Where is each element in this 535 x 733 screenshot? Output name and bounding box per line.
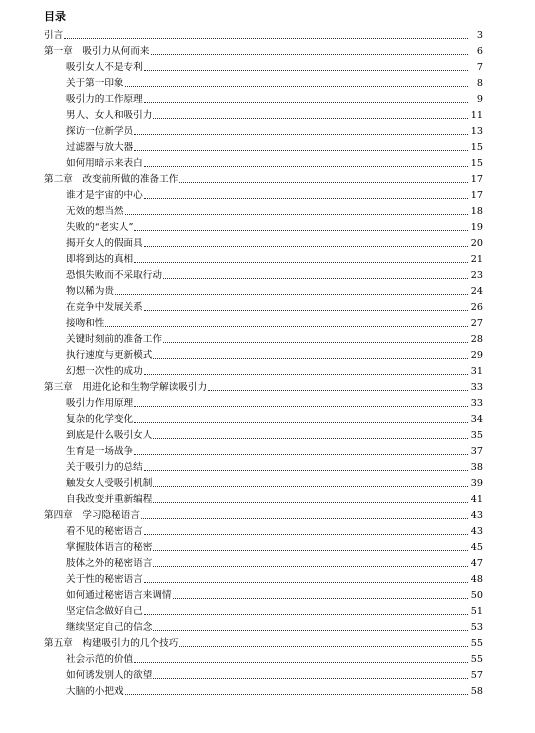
toc-page-number: 13 bbox=[470, 126, 483, 137]
toc-page-number: 55 bbox=[470, 654, 483, 665]
toc-entry-label: 执行速度与更新模式 bbox=[66, 350, 153, 361]
toc-entry-label: 揭开女人的假面具 bbox=[66, 238, 143, 249]
dot-leader bbox=[151, 54, 468, 55]
toc-section-entry[interactable] bbox=[0, 362, 535, 378]
toc-page-number: 24 bbox=[470, 286, 483, 297]
dot-leader bbox=[115, 294, 468, 295]
toc-page-number: 45 bbox=[470, 542, 483, 553]
toc-entry-label: 恐惧失败而不采取行动 bbox=[66, 270, 162, 281]
toc-page-number: 27 bbox=[470, 318, 483, 329]
dot-leader bbox=[144, 470, 468, 471]
toc-page-number: 39 bbox=[470, 478, 483, 489]
dot-leader bbox=[64, 38, 468, 39]
toc-section-entry[interactable] bbox=[0, 218, 535, 234]
dot-leader bbox=[144, 374, 468, 375]
toc-entry-label: 第一章 吸引力从何而来 bbox=[44, 46, 150, 57]
dot-leader bbox=[134, 662, 468, 663]
toc-entry-label: 即将到达的真相 bbox=[66, 254, 134, 265]
toc-entry-label: 吸引力作用原理 bbox=[66, 398, 134, 409]
toc-section-entry[interactable] bbox=[0, 90, 535, 106]
toc-entry-label: 第四章 学习隐秘语言 bbox=[44, 510, 140, 521]
toc-page-number: 26 bbox=[470, 302, 483, 313]
toc-entry-label: 第三章 用进化论和生物学解读吸引力 bbox=[44, 382, 208, 393]
dot-leader bbox=[144, 534, 468, 535]
toc-entry-label: 第二章 改变前所做的准备工作 bbox=[44, 174, 179, 185]
toc-page-number: 35 bbox=[470, 430, 483, 441]
toc-chapter-entry[interactable] bbox=[0, 634, 535, 650]
dot-leader bbox=[153, 438, 468, 439]
toc-entry-label: 触发女人受吸引机制 bbox=[66, 478, 153, 489]
toc-page-number: 33 bbox=[470, 398, 483, 409]
toc-section-entry[interactable] bbox=[0, 474, 535, 490]
toc-entry-label: 看不见的秘密语言 bbox=[66, 526, 143, 537]
toc-entry-label: 关于吸引力的总结 bbox=[66, 462, 143, 473]
toc-entry-label: 到底是什么吸引女人 bbox=[66, 430, 153, 441]
toc-page-number: 15 bbox=[470, 158, 483, 169]
toc-entry-label: 谁才是宇宙的中心 bbox=[66, 190, 143, 201]
toc-entry-label: 掌握肢体语言的秘密 bbox=[66, 542, 153, 553]
toc-section-entry[interactable] bbox=[0, 346, 535, 362]
toc-page-number: 8 bbox=[476, 78, 483, 89]
toc-page-number: 34 bbox=[470, 414, 483, 425]
dot-leader bbox=[134, 454, 468, 455]
toc-entry-label: 吸引女人不是专利 bbox=[66, 62, 143, 73]
dot-leader bbox=[163, 342, 468, 343]
toc-page-number: 23 bbox=[470, 270, 483, 281]
toc-page-number: 29 bbox=[470, 350, 483, 361]
toc-entry-label: 关键时刻前的准备工作 bbox=[66, 334, 162, 345]
toc-entry-label: 关于性的秘密语言 bbox=[66, 574, 143, 585]
toc-entry-label: 探访一位新学员 bbox=[66, 126, 134, 137]
dot-leader bbox=[153, 550, 468, 551]
toc-section-entry[interactable] bbox=[0, 682, 535, 698]
toc-page-number: 48 bbox=[470, 574, 483, 585]
toc-entry-label: 复杂的化学变化 bbox=[66, 414, 134, 425]
toc-entry-label: 生育是一场战争 bbox=[66, 446, 134, 457]
toc-page-number: 21 bbox=[470, 254, 483, 265]
dot-leader bbox=[179, 646, 468, 647]
toc-section-entry[interactable] bbox=[0, 618, 535, 634]
toc-section-entry[interactable] bbox=[0, 154, 535, 170]
dot-leader bbox=[144, 582, 468, 583]
toc-section-entry[interactable] bbox=[0, 234, 535, 250]
dot-leader bbox=[134, 150, 468, 151]
toc-page-number: 11 bbox=[470, 110, 483, 121]
dot-leader bbox=[134, 262, 468, 263]
toc-page-number: 38 bbox=[470, 462, 483, 473]
toc-page-number: 37 bbox=[470, 446, 483, 457]
toc-page-number: 7 bbox=[476, 62, 483, 73]
toc-section-entry[interactable] bbox=[0, 426, 535, 442]
dot-leader bbox=[153, 678, 468, 679]
toc-title: 目录 bbox=[44, 10, 66, 23]
dot-leader bbox=[153, 358, 468, 359]
toc-page-number: 19 bbox=[470, 222, 483, 233]
toc-entry-label: 坚定信念做好自己 bbox=[66, 606, 143, 617]
toc-page-number: 31 bbox=[470, 366, 483, 377]
dot-leader bbox=[134, 422, 468, 423]
toc-section-entry[interactable] bbox=[0, 202, 535, 218]
dot-leader bbox=[179, 182, 468, 183]
toc-page-number: 57 bbox=[470, 670, 483, 681]
toc-page-number: 15 bbox=[470, 142, 483, 153]
toc-entry-label: 继续坚定自己的信念 bbox=[66, 622, 153, 633]
dot-leader bbox=[144, 310, 468, 311]
dot-leader bbox=[134, 134, 468, 135]
toc-list bbox=[0, 26, 535, 698]
toc-section-entry[interactable] bbox=[0, 410, 535, 426]
toc-entry-label: 男人、女人和吸引力 bbox=[66, 110, 153, 121]
toc-section-entry[interactable] bbox=[0, 138, 535, 154]
dot-leader bbox=[125, 214, 468, 215]
toc-page-number: 58 bbox=[470, 686, 483, 697]
toc-entry-label: 关于第一印象 bbox=[66, 78, 124, 89]
toc-page-number: 28 bbox=[470, 334, 483, 345]
dot-leader bbox=[144, 246, 468, 247]
toc-entry-label: 引言 bbox=[44, 30, 64, 41]
toc-entry-label: 大脑的小把戏 bbox=[66, 686, 124, 697]
toc-page-number: 41 bbox=[470, 494, 483, 505]
dot-leader bbox=[153, 502, 468, 503]
toc-section-entry[interactable] bbox=[0, 394, 535, 410]
toc-section-entry[interactable] bbox=[0, 522, 535, 538]
toc-section-entry[interactable] bbox=[0, 186, 535, 202]
toc-section-entry[interactable] bbox=[0, 650, 535, 666]
toc-chapter-entry[interactable] bbox=[0, 42, 535, 58]
dot-leader bbox=[144, 166, 468, 167]
toc-entry-label: 过滤器与放大器 bbox=[66, 142, 134, 153]
dot-leader bbox=[153, 486, 468, 487]
toc-page-number: 50 bbox=[470, 590, 483, 601]
toc-page-number: 17 bbox=[470, 190, 483, 201]
toc-section-entry[interactable] bbox=[0, 666, 535, 682]
toc-section-entry[interactable] bbox=[0, 314, 535, 330]
dot-leader bbox=[144, 70, 468, 71]
dot-leader bbox=[125, 86, 468, 87]
dot-leader bbox=[141, 518, 468, 519]
toc-page-number: 51 bbox=[470, 606, 483, 617]
toc-entry-label: 吸引力的工作原理 bbox=[66, 94, 143, 105]
toc-entry-label: 如何用暗示来表白 bbox=[66, 158, 143, 169]
dot-leader bbox=[173, 598, 468, 599]
toc-page-number: 55 bbox=[470, 638, 483, 649]
toc-entry-label: 社会示范的价值 bbox=[66, 654, 134, 665]
dot-leader bbox=[208, 390, 468, 391]
toc-section-entry[interactable] bbox=[0, 282, 535, 298]
dot-leader bbox=[134, 406, 468, 407]
toc-chapter-entry[interactable] bbox=[0, 378, 535, 394]
toc-entry-label: 如何诱发别人的欲望 bbox=[66, 670, 153, 681]
toc-page-number: 33 bbox=[470, 382, 483, 393]
toc-entry-label: 自我改变并重新编程 bbox=[66, 494, 153, 505]
toc-entry-label: 肢体之外的秘密语言 bbox=[66, 558, 153, 569]
toc-section-entry[interactable] bbox=[0, 602, 535, 618]
toc-section-entry[interactable] bbox=[0, 458, 535, 474]
toc-entry-label: 失败的“老实人” bbox=[66, 222, 134, 233]
dot-leader bbox=[134, 230, 468, 231]
toc-entry-label: 第五章 构建吸引力的几个技巧 bbox=[44, 638, 179, 649]
toc-entry-label: 在竞争中发展关系 bbox=[66, 302, 143, 313]
toc-section-entry[interactable] bbox=[0, 122, 535, 138]
toc-section-entry[interactable] bbox=[0, 330, 535, 346]
toc-chapter-entry[interactable] bbox=[0, 26, 535, 42]
toc-section-entry[interactable] bbox=[0, 554, 535, 570]
toc-page-number: 18 bbox=[470, 206, 483, 217]
toc-chapter-entry[interactable] bbox=[0, 170, 535, 186]
toc-page-number: 20 bbox=[470, 238, 483, 249]
dot-leader bbox=[144, 102, 468, 103]
toc-entry-label: 接吻和性 bbox=[66, 318, 105, 329]
toc-page-number: 43 bbox=[470, 510, 483, 521]
toc-section-entry[interactable] bbox=[0, 490, 535, 506]
toc-section-entry[interactable] bbox=[0, 106, 535, 122]
toc-entry-label: 物以稀为贵 bbox=[66, 286, 114, 297]
toc-entry-label: 如何通过秘密语言来调情 bbox=[66, 590, 172, 601]
toc-page-number: 17 bbox=[470, 174, 483, 185]
toc-entry-label: 无效的想当然 bbox=[66, 206, 124, 217]
toc-chapter-entry[interactable] bbox=[0, 506, 535, 522]
toc-section-entry[interactable] bbox=[0, 250, 535, 266]
dot-leader bbox=[163, 278, 468, 279]
toc-section-entry[interactable] bbox=[0, 442, 535, 458]
toc-page-number: 43 bbox=[470, 526, 483, 537]
toc-section-entry[interactable] bbox=[0, 586, 535, 602]
dot-leader bbox=[153, 118, 468, 119]
dot-leader bbox=[153, 630, 468, 631]
toc-section-entry[interactable] bbox=[0, 74, 535, 90]
dot-leader bbox=[105, 326, 468, 327]
toc-entry-label: 幻想一次性的成功 bbox=[66, 366, 143, 377]
dot-leader bbox=[153, 566, 468, 567]
toc-page-number: 9 bbox=[476, 94, 483, 105]
dot-leader bbox=[125, 694, 468, 695]
toc-section-entry[interactable] bbox=[0, 58, 535, 74]
dot-leader bbox=[144, 614, 468, 615]
toc-section-entry[interactable] bbox=[0, 538, 535, 554]
toc-section-entry[interactable] bbox=[0, 266, 535, 282]
toc-section-entry[interactable] bbox=[0, 570, 535, 586]
toc-section-entry[interactable] bbox=[0, 298, 535, 314]
toc-page-number: 3 bbox=[476, 30, 483, 41]
toc-page-number: 47 bbox=[470, 558, 483, 569]
dot-leader bbox=[144, 198, 468, 199]
toc-page-number: 53 bbox=[470, 622, 483, 633]
toc-page-number: 6 bbox=[476, 46, 483, 57]
